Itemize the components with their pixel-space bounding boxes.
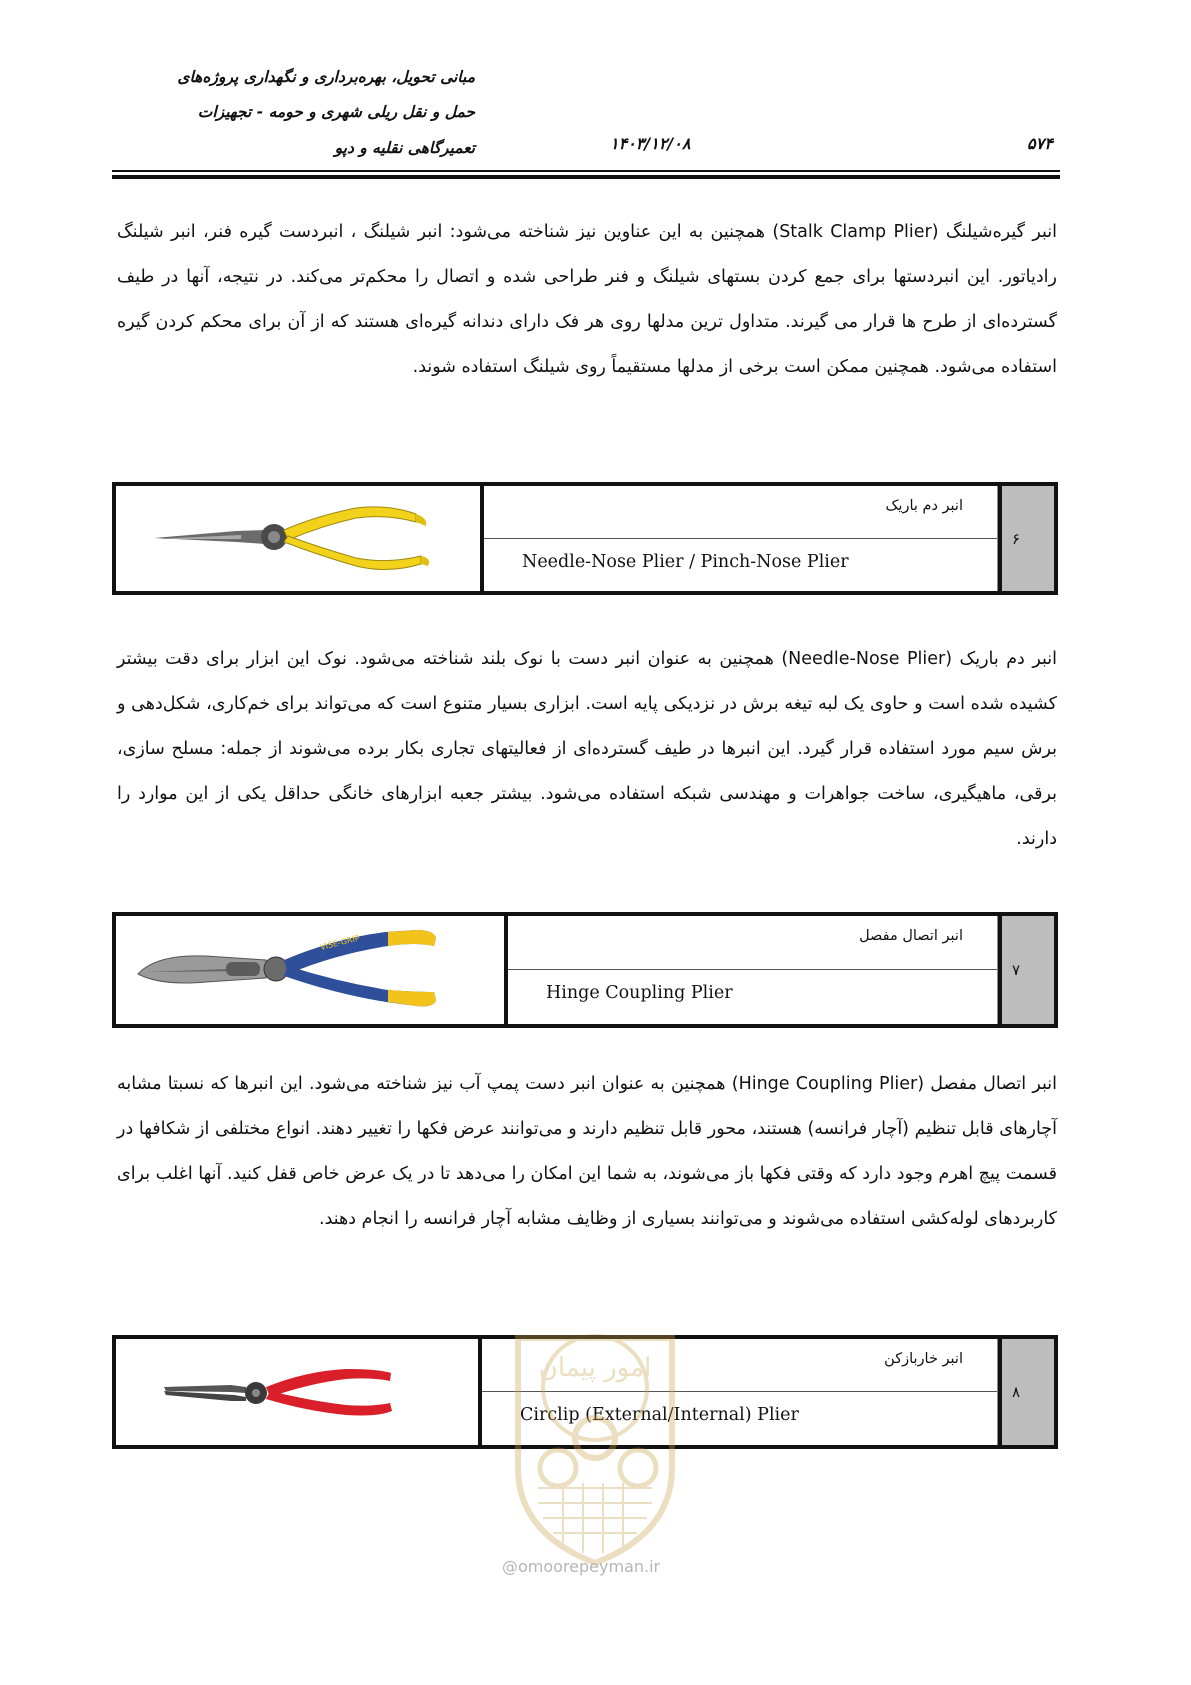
tool-names-cell <box>480 486 998 591</box>
tool-name-fa: انبر دم باریک <box>484 486 997 539</box>
tool-number: ۸ <box>998 1339 1054 1445</box>
tool-name-en: Needle-Nose Plier / Pinch-Nose Plier <box>522 551 849 572</box>
circlip-pliers-image <box>116 1339 478 1445</box>
watermark-logo <box>488 1318 702 1568</box>
watermark-url-text: omoorepeyman.ir <box>518 1557 661 1576</box>
needle-nose-pliers-icon <box>116 486 476 591</box>
tool-number: ۷ <box>998 916 1054 1024</box>
header-title-line2: حمل و نقل ریلی شهری و حومه - تجهیزات <box>197 103 475 121</box>
needle-nose-pliers-image <box>116 486 480 591</box>
tool-row-hinge-coupling-plier <box>112 912 1058 1028</box>
watermark-url <box>502 1557 660 1576</box>
at-icon: @ <box>502 1557 518 1576</box>
header-date: ۱۴۰۳/۱۲/۰۸ <box>610 134 691 153</box>
paragraph-stalk-clamp-plier: انبر گیره‌شیلنگ (Stalk Clamp Plier) همچنین به این عناوین نیز شناخته می‌شود: انبر شیلنگ ، انبردست گیره فنر، انبر شیلنگ رادیاتور. این انبردستها برای جمع کردن بستهای شیلنگ و فنر طراحی شده و اتصال را محکم‌تر می‌کند. در نتیجه، آنها در طیف گسترده‌ای از طرح ها قرار می گیرند. متداول ترین مدلها روی هر فک دارای دندانه گیره‌ای هستند که از آن برای محکم کردن گیره استفاده می‌شود. همچنین ممکن است برخی از مدلها مستقیماً روی شیلنگ استفاده شوند. <box>117 222 1057 377</box>
tool-name-en: Hinge Coupling Plier <box>546 983 733 1003</box>
header-rule-top <box>112 170 1060 172</box>
watermark-seal-icon <box>488 1318 702 1568</box>
paragraph-needle-nose-plier: انبر دم باریک (Needle-Nose Plier) همچنین به عنوان انبر دست با نوک بلند شناخته می‌شود. نوک این ابزار برای دقت بیشتر کشیده شده است و حاوی یک لبه تیغه برش در نزدیکی پایه است. ابزاری بسیار متنوع است که می‌تواند برای خم‌کاری، شکل‌دهی و برش سیم مورد استفاده قرار گیرد. این انبرها در طیف گسترده‌ای از فعالیتهای تجاری بکار برده می‌شوند از جمله: مسلح سازی، برقی، ماهیگیری، ساخت جواهرات و مهندسی شبکه استفاده می‌شود. بیشتر جعبه ابزارهای خانگی حداقل یکی از این موارد را دارند. <box>117 649 1057 849</box>
tool-names-cell <box>504 916 998 1024</box>
tool-name-fa: انبر خاربازکن <box>482 1339 997 1392</box>
watermark-logo-text: امور پیمان <box>538 1353 652 1383</box>
header-title-line3: تعمیرگاهی نقلیه و دپو <box>334 139 475 157</box>
tool-name-fa: انبر اتصال مفصل <box>508 916 997 970</box>
tool-name-en: Circlip (External/Internal) Plier <box>520 1405 799 1425</box>
svg-text:VISE-GRIP: VISE-GRIP <box>319 933 361 952</box>
hinge-coupling-pliers-image <box>116 916 504 1024</box>
tool-row-needle-nose-plier <box>112 482 1058 595</box>
header-rule-bottom <box>112 175 1060 179</box>
tool-number: ۶ <box>998 486 1054 591</box>
circlip-pliers-icon <box>116 1339 474 1445</box>
paragraph-hinge-coupling-plier: انبر اتصال مفصل (Hinge Coupling Plier) همچنین به عنوان انبر دست پمپ آب نیز شناخته می‌شود. این انبرها که نسبتا مشابه آچارهای قابل تنظیم (آچار فرانسه) هستند، محور قابل تنظیم دارند و می‌توانند عرض فکها را تغییر دهند. انواع مختلفی از شکافها در قسمت پیچ اهرم وجود دارد که وقتی فکها باز می‌شوند، به شما این امکان را می‌دهد تا در یک عرض خاص قفل کنید. آنها اغلب برای کاربردهای لوله‌کشی استفاده می‌شوند و می‌توانند بسیاری از وظایف مشابه آچار فرانسه را انجام دهند. <box>117 1074 1057 1229</box>
page-number: ۵۷۴ <box>1027 134 1053 153</box>
header-title-line1: مبانی تحویل، بهره‌برداری و نگهداری پروژه‌های <box>177 68 475 86</box>
hinge-coupling-pliers-icon <box>116 916 500 1024</box>
